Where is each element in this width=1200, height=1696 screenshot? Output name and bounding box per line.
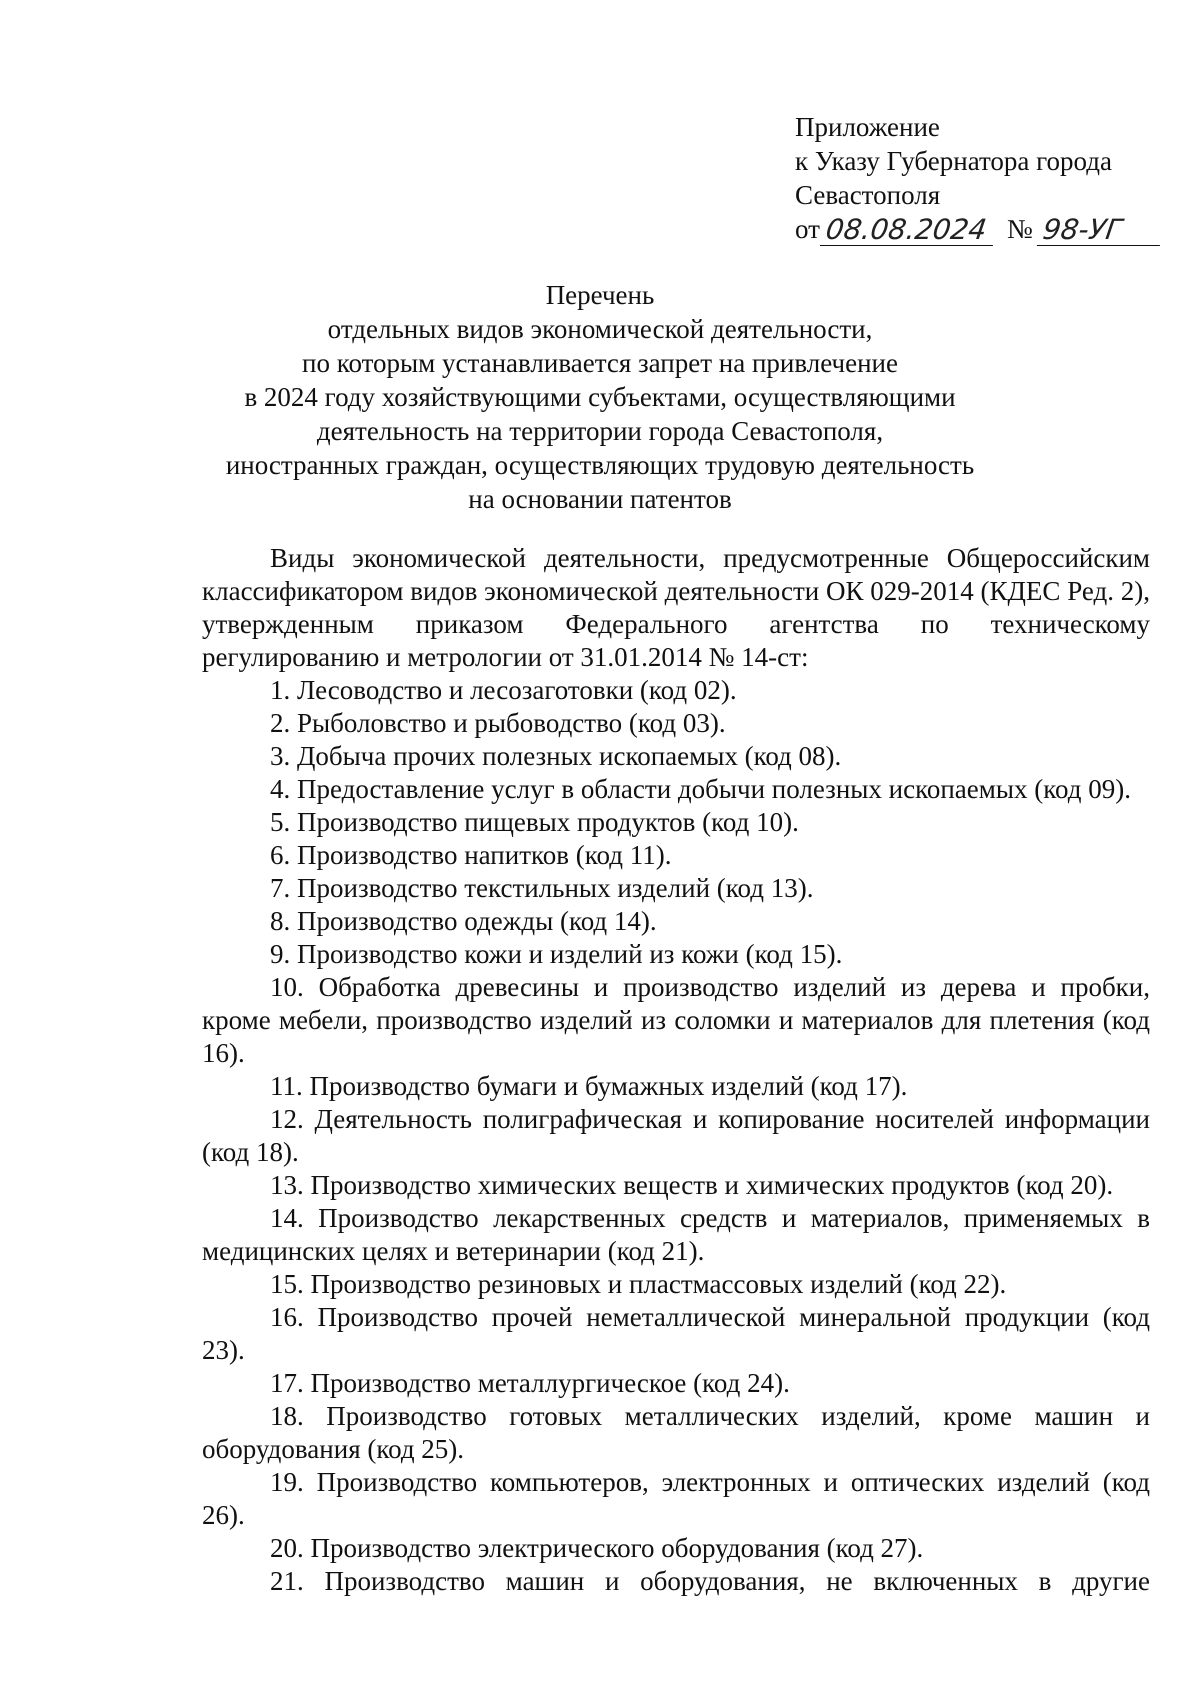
date-prefix: от — [795, 214, 820, 244]
list-item: 4. Предоставление услуг в области добычи полезных ископаемых (код 09). — [270, 774, 1131, 804]
title-line: в 2024 году хозяйствующими субъектами, осуществляющими — [244, 382, 956, 412]
list-item: 9. Производство кожи и изделий из кожи (код 15). — [270, 939, 843, 969]
title-line: по которым устанавливается запрет на привлечение — [302, 348, 898, 378]
list-item: 10. Обработка древесины и производство изделий из дерева и пробки, кроме мебели, производство изделий из соломки и материалов для плетения (код 16). — [202, 972, 1150, 1068]
appendix-header — [795, 110, 1175, 246]
list-item: 17. Производство металлургическое (код 24). — [270, 1368, 790, 1398]
title-line: Перечень — [545, 280, 655, 310]
appendix-date-number-line — [795, 212, 1175, 246]
list-item: 20. Производство электрического оборудования (код 27). — [270, 1533, 924, 1563]
list-item: 5. Производство пищевых продуктов (код 10). — [270, 807, 799, 837]
intro-paragraph: Виды экономической деятельности, предусмотренные Общероссийским классификатором видов экономической деятельности ОК 029-2014 (КДЕС Ред. 2), утвержденным приказом Федерального агентства по техническому регулированию и метрологии от 31.01.2014 № 14-ст: — [202, 543, 1150, 672]
list-item: 13. Производство химических веществ и химических продуктов (код 20). — [270, 1170, 1114, 1200]
list-item: 14. Производство лекарственных средств и материалов, применяемых в медицинских целях и ветеринарии (код 21). — [202, 1203, 1150, 1266]
handwritten-date: 08.08.2024 — [820, 215, 997, 246]
appendix-line-2: к Указу Губернатора города — [795, 146, 1112, 176]
list-item: 1. Лесоводство и лесозаготовки (код 02). — [270, 675, 737, 705]
list-item: 3. Добыча прочих полезных ископаемых (код 08). — [270, 741, 842, 771]
document-body — [202, 542, 1150, 1598]
appendix-line-3: Севастополя — [795, 180, 941, 210]
list-item: 16. Производство прочей неметаллической минеральной продукции (код 23). — [202, 1302, 1150, 1365]
list-item: 2. Рыболовство и рыбоводство (код 03). — [270, 708, 726, 738]
list-item: 7. Производство текстильных изделий (код 13). — [270, 873, 814, 903]
title-line: иностранных граждан, осуществляющих трудовую деятельность — [225, 450, 975, 480]
appendix-line-1: Приложение — [795, 112, 940, 142]
title-line: деятельность на территории города Севастополя, — [316, 416, 884, 446]
list-item: 11. Производство бумаги и бумажных изделий (код 17). — [270, 1071, 908, 1101]
title-line: отдельных видов экономической деятельности, — [327, 314, 873, 344]
list-item: 6. Производство напитков (код 11). — [270, 840, 672, 870]
document-title — [200, 278, 1000, 516]
handwritten-number: 98-УГ — [1037, 215, 1164, 246]
list-item-continued: 21. Производство машин и оборудования, не включенных в другие — [270, 1566, 1150, 1596]
number-sign: № — [1006, 214, 1033, 244]
list-item: 19. Производство компьютеров, электронных и оптических изделий (код 26). — [202, 1467, 1150, 1530]
list-item: 18. Производство готовых металлических изделий, кроме машин и оборудования (код 25). — [202, 1401, 1150, 1464]
title-line: на основании патентов — [468, 484, 732, 514]
list-item: 12. Деятельность полиграфическая и копирование носителей информации (код 18). — [202, 1104, 1150, 1167]
list-item: 15. Производство резиновых и пластмассовых изделий (код 22). — [270, 1269, 1007, 1299]
list-item: 8. Производство одежды (код 14). — [270, 906, 657, 936]
